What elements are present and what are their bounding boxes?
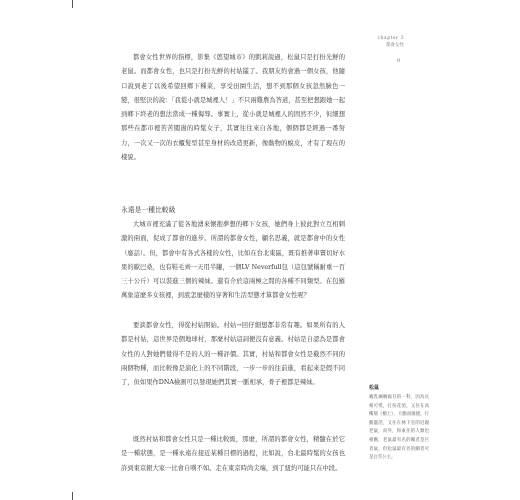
body-paragraph-3: 要談都會女性，得從村姑開始。村姑→回仔細想都非常有趣。如果所有的人都是村姑，這世界是個地球村，那麼村姑這詞便沒有意義。村姑是自認為是都會女性的人對她們覺得不是的人的一種評價。其實，村姑和都會女性是截然不同的兩個物種，而比較像是演化上的不同階段，一步一步的往前進，看起來是假不同了，但如果作DNA檢測可以發現她們其實一脈相承，骨子裡都是辣妹。 [121, 322, 345, 387]
running-header [378, 36, 404, 49]
sidenote [369, 384, 429, 463]
page-number: 9 [396, 58, 400, 64]
chapter-title: 都會女性 [386, 43, 404, 48]
sidenote-title: 松鼠 [369, 385, 380, 391]
section-heading: 永遠是一種比較級 [121, 206, 176, 214]
body-paragraph-2: 大城市裡充滿了從各地湧來懷抱夢想的鄉下女孩，她們身上彼此對立互相刺激的兩面，促成了都會的進步。所謂的都會女性，顧名思義，就是都會中的女性（廢話）。但，都會中有各式各樣的女性，比如在台北東區，既有推著車賣切好水果的歐巴桑，也有鞋毛齊一天用半罐，一個LV Neverfull包（這包號稱耐重一百三十公斤）可以裝進三個的辣妹。還有介於這兩極之間的各種不同類型。在包羅萬象這麼多女孩裡，到底怎麼樣的穿著和生活型態才算都會女性呢？ [121, 221, 345, 300]
body-paragraph-1: 都會女性世界的指標，影集《慾望城市》的凱莉說過，松鼠只是打扮光鮮的老鼠。而都會女性，也只是打扮光鮮的村姑罷了。我朋友約會過一個女孩，他隨口說到老了以後希望回鄉下種菜，享受田園生活，想不到那個女孩忽然臉色一變，很堅決的說：「我從小就是城裡人！」不只兩雞農為答道，甚至把想跟她一起到鄉下終老的想法當成一種侮辱。事實上，從小就是城裡人的固然不少，但細想那些在都市裡苦苦闖盪的時髦女子，其實往往來自各地，個個都是經過一番努力，一次又一次的衣櫃髮型甚至身材的改造更新，像動物的蛻皮，才有了現在的樣貌。 [121, 54, 345, 162]
body-paragraph-4: 既然村姑和都會女性只是一種比較級，那麼，所謂的都會女性，精髓在於它是一種狀態，是一種永遠在接近某種目標的過程，比如說，台北最時髦的女孩也許到東京銀大家一比會自嘆不如。走在東京時尚尖端，到了紐約可能只在中段。 [121, 436, 345, 472]
sidenote-body: 嚙乳綱嚙齒目的一科，因為長相可愛，打扮花俏，又住在高樓層（樹上），大膽而敏捷，行動靈活，又住在林下室的近親老鼠，而外，和東住的人類也相應，老鼠最有名的關者是巨者鼠，但松鼠最有名的關者可是白雪公主。 [369, 395, 429, 461]
chapter-label: chapter 3 [377, 36, 404, 41]
crop-mark-bottom-left [72, 492, 73, 500]
crop-mark-top-left [72, 0, 73, 8]
